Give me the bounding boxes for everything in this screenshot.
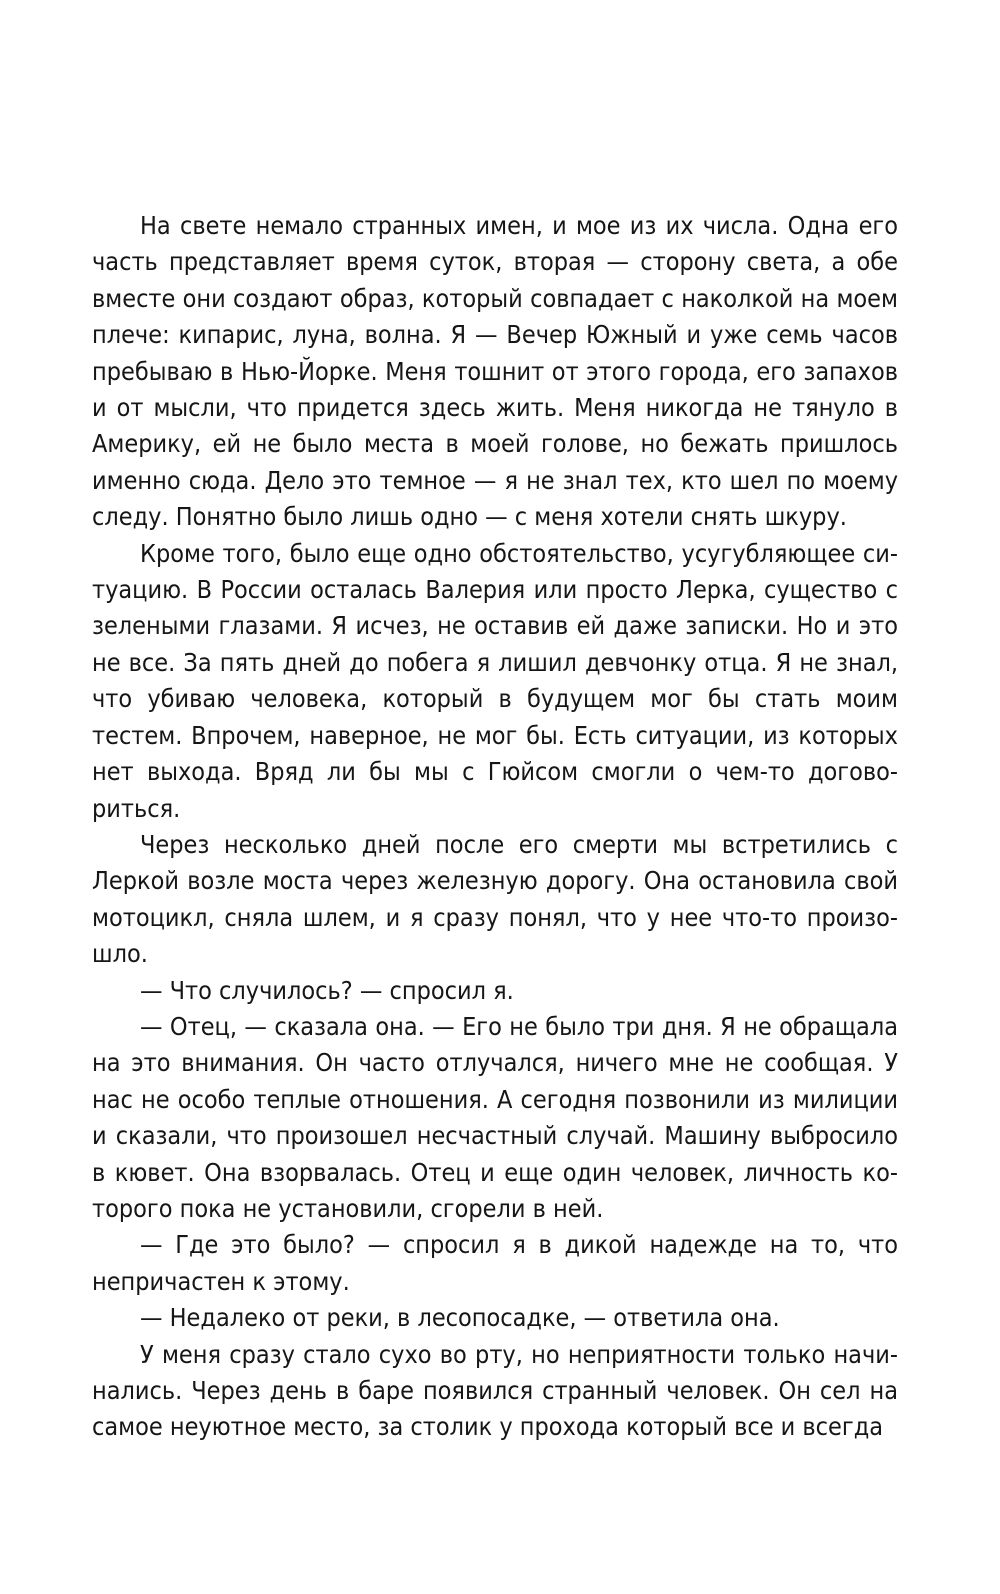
paragraph: — Где это было? — спросил я в дикой надежде на то, что непричастен к этому.	[92, 1230, 898, 1296]
paragraph: На свете немало странных имен, и мое из их числа. Одна его часть представляет время суток, вторая — сторону света, а обе вместе они создают образ, который совпадает с наколкой на моем плече: кипарис, луна, волна. Я — Вечер Южный и уже семь часов пребываю в Нью-Йорке. Меня тошнит от этого города, его запахов и от мысли, что придется здесь жить. Меня никогда не тянуло в Америку, ей не было места в моей голове, но бежать пришлось именно сюда. Дело это темное — я не знал тех, кто шел по моему следу. Понятно было лишь одно — с меня хотели снять шкуру.	[92, 211, 898, 532]
paragraph: — Недалеко от реки, в лесопосадке, — ответила она.	[140, 1303, 780, 1333]
paragraph: — Отец, — сказала она. — Его не было три дня. Я не обращала на это внимания. Он часто отлучался, ничего мне не сообщая. У нас не особо теплые отношения. А сегодня позвонили из милиции и сказали, что произошел несчастный случай. Машину выбросило в кювет. Она взорвалась. Отец и еще один человек, личность которого пока не установили, сгорели в ней.	[92, 1011, 898, 1223]
paragraph: Кроме того, было еще одно обстоятельство, усугубляющее ситуацию. В России осталась Валерия или просто Лерка, существо с зелеными глазами. Я исчез, не оставив ей даже записки. Но и это не все. За пять дней до побега я лишил девчонку отца. Я не знал, что убиваю человека, который в будущем мог бы стать моим тестем. Впрочем, наверное, не мог бы. Есть ситуации, из которых нет выхода. Вряд ли бы мы с Гюйсом смогли о чем-то договориться.	[92, 538, 898, 823]
paragraph: У меня сразу стало сухо во рту, но неприятности только начинались. Через день в баре появился странный человек. Он сел на самое неуютное место, за столик у прохода который все и всегда	[92, 1339, 898, 1442]
paragraph: Через несколько дней после его смерти мы встретились с Леркой возле моста через железную дорогу. Она остановила свой мотоцикл, сняла шлем, и я сразу понял, что у нее что-то произошло.	[92, 829, 898, 969]
paragraph: — Что случилось? — спросил я.	[140, 975, 514, 1005]
body-text	[92, 208, 898, 1446]
